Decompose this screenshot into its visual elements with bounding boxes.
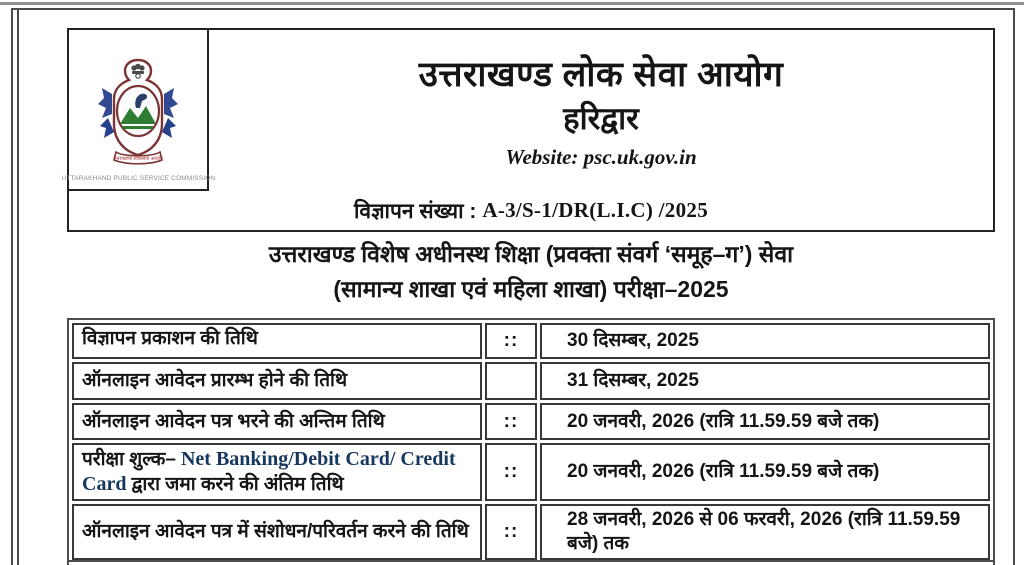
uttarakhand-psc-emblem-icon: [90, 56, 186, 173]
header-box: [61, 28, 995, 232]
svg-text:उत्तराखण्ड लोकसेवा आयोग: उत्तराखण्ड लोकसेवा आयोग: [113, 156, 163, 162]
top-divider-rule: [0, 2, 1024, 5]
row-label: [72, 443, 482, 501]
table-row: [72, 323, 990, 359]
org-city: हरिद्वार: [563, 100, 639, 136]
fee-label-hindi-suffix: द्वारा जमा करने की अंतिम तिथि: [131, 474, 344, 495]
row-value: 20 जनवरी, 2026 (रात्रि 11.59.59 बजे तक): [540, 443, 990, 501]
advertisement-number-row: [69, 191, 993, 230]
schedule-table: [67, 318, 995, 565]
next-section-partial: [67, 560, 995, 565]
title-area: [209, 30, 993, 191]
exam-title: [67, 237, 995, 306]
advertisement-label: विज्ञापन संख्या :: [353, 199, 477, 223]
org-name: उत्तराखण्ड लोक सेवा आयोग: [418, 54, 784, 94]
row-separator: ::: [485, 504, 537, 560]
row-value: 20 जनवरी, 2026 (रात्रि 11.59.59 बजे तक): [540, 403, 990, 440]
row-separator: [485, 362, 537, 400]
row-separator: ::: [485, 443, 537, 501]
table-row: [72, 362, 990, 400]
table-row: [72, 504, 990, 560]
row-value: 28 जनवरी, 2026 से 06 फरवरी, 2026 (रात्रि 11.59.59 बजे) तक: [540, 504, 990, 560]
table-row: [72, 403, 990, 440]
row-label: ऑनलाइन आवेदन पत्र में संशोधन/परिवर्तन करने की तिथि: [72, 504, 482, 560]
exam-title-line2: (सामान्य शाखा एवं महिला शाखा) परीक्षा–2025: [333, 276, 729, 302]
row-label: ऑनलाइन आवेदन प्रारम्भ होने की तिथि: [72, 362, 482, 400]
table-row: [72, 443, 990, 501]
fee-label-hindi-prefix: परीक्षा शुल्क–: [82, 449, 176, 470]
logo-cell: [61, 30, 215, 191]
website-text: Website: psc.uk.gov.in: [505, 144, 697, 169]
exam-title-line1: उत्तराखण्ड विशेष अधीनस्थ शिक्षा (प्रवक्ता संवर्ग ‘समूह–ग’) सेवा: [268, 241, 794, 267]
row-value: 31 दिसम्बर, 2025: [540, 362, 990, 400]
document-frame-inner-line: [17, 10, 19, 565]
row-separator: ::: [485, 403, 537, 440]
advertisement-number: A-3/S-1/DR(L.I.C) /2025: [482, 198, 709, 222]
row-value: 30 दिसम्बर, 2025: [540, 323, 990, 359]
logo-caption: UTTARAKHAND PUBLIC SERVICE COMMISSION: [61, 175, 215, 182]
row-separator: ::: [485, 323, 537, 359]
fee-label-english: Net Banking/Debit Card/ Credit Card: [82, 448, 456, 495]
row-label: विज्ञापन प्रकाशन की तिथि: [72, 323, 482, 359]
row-label: ऑनलाइन आवेदन पत्र भरने की अन्तिम तिथि: [72, 403, 482, 440]
